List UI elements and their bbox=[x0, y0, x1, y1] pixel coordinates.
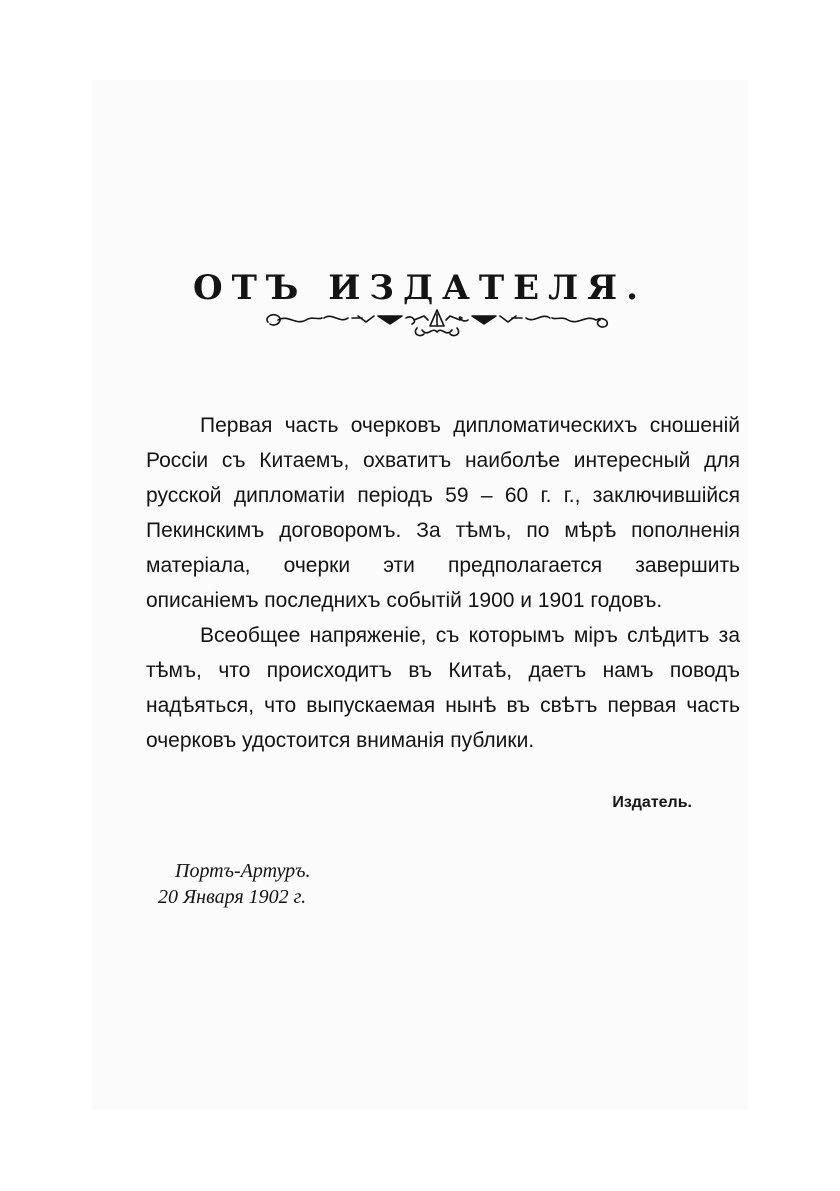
page-title: ОТЪ ИЗДАТЕЛЯ. bbox=[193, 268, 647, 308]
date-line: 20 Января 1902 г. bbox=[158, 886, 307, 908]
decorative-flourish-icon bbox=[262, 306, 612, 342]
paragraph-1: Первая часть очерковъ дипломатическихъ сношенiй Россiи съ Китаемъ, охватитъ наиболѣе интересный для русской дипломатiи перiодъ 59 – 60 г. г., заключившiйся Пекинскимъ договоромъ. За тѣмъ, по мѣрѣ пополненiя матерiала, очерки эти предполагается завершить описанiемъ последнихъ событiй 1900 и 1901 годовъ. bbox=[146, 414, 740, 612]
paragraph-2: Всеобщее напряженiе, съ которымъ мiръ слѣдитъ за тѣмъ, что происходитъ въ Китаѣ, даетъ намъ поводъ надѣяться, что выпускаемая нынѣ въ свѣтъ первая часть очерковъ удостоится вниманiя публики. bbox=[146, 624, 740, 752]
place-line: Портъ-Артуръ. bbox=[175, 860, 311, 882]
publisher-signature: Издатель. bbox=[612, 794, 692, 811]
preface-body bbox=[146, 408, 740, 758]
